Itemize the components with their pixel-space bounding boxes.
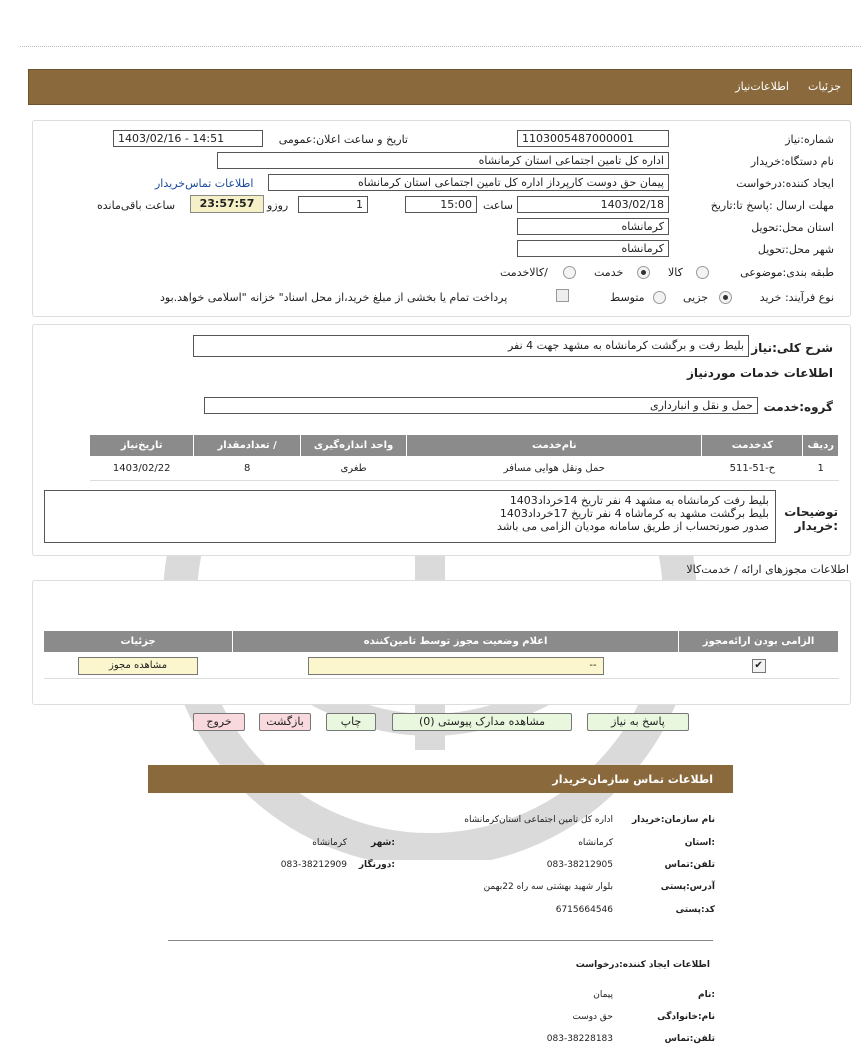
permits-title: اطلاعات مجوزهای ارائه / خدمت‌کالا (686, 563, 849, 576)
contact-postal-value: 6715664546 (555, 905, 613, 915)
col-service-code: کدخدمت (702, 435, 803, 457)
category-label: طبقه بندی:موضوعی (740, 266, 834, 279)
process-partial-radio[interactable] (719, 291, 732, 304)
cell-service-name: حمل ونقل هوایی مسافر (407, 457, 702, 481)
remaining-time-label: ساعت باقی‌مانده (97, 199, 176, 212)
category-service-radio[interactable] (637, 266, 650, 279)
cell-permit-status (233, 653, 679, 679)
contact-org-label: نام سازمان:خریدار (631, 815, 715, 825)
contact-postal-label: کد:پستی (675, 905, 715, 915)
creator-field: پیمان حق دوست کارپرداز اداره کل تامین اجتماعی استان کرمانشاه (268, 174, 669, 191)
service-group-label: گروه:خدمت (763, 400, 833, 414)
view-permit-button[interactable]: مشاهده مجوز (78, 657, 198, 675)
process-partial-label: جزیی (683, 291, 709, 304)
back-button[interactable]: بازگشت (259, 713, 311, 731)
contact-fax-value: 083-38212909 (280, 860, 347, 870)
creator-phone-label: تلفن:تماس (664, 1034, 715, 1044)
treasury-payment-note: پرداخت تمام یا بخشی از مبلغ خرید،از محل اسناد" خزانه "اسلامی خواهد.بود (160, 291, 508, 304)
col-quantity: / تعدادمقدار (194, 435, 300, 457)
contact-fax-label: :دورنگار (358, 860, 395, 870)
col-permit-status: اعلام وضعیت مجوز توسط تامین‌کننده (233, 631, 679, 653)
contact-divider (168, 940, 713, 941)
permits-table (43, 630, 839, 679)
buyer-note-line-3: صدور صورتحساب از طریق سامانه مودیان الزامی می باشد (497, 520, 769, 533)
buyer-contact-link[interactable]: اطلاعات تماس‌خریدار (155, 177, 254, 190)
summary-label: شرح کلی:نیاز (751, 341, 833, 355)
creator-family-label: نام:خانوادگی (657, 1012, 715, 1022)
cell-row: 1 (803, 457, 839, 481)
contact-address-value: بلوار شهید بهشتی سه راه 22بهمن (483, 882, 613, 892)
exit-button[interactable]: خروج (193, 713, 245, 731)
cell-service-code: ح-51-511 (702, 457, 803, 481)
cell-permit-required (679, 653, 839, 679)
contact-city-value: کرمانشاه (312, 838, 347, 848)
buyer-org-label: نام دستگاه:خریدار (750, 155, 834, 168)
col-row: ردیف (803, 435, 839, 457)
deadline-date-field: 1403/02/18 (517, 196, 669, 213)
col-need-date: تاریخ‌نیاز (90, 435, 194, 457)
creator-label: ایجاد کننده:درخواست (736, 177, 834, 190)
cell-quantity: 8 (194, 457, 300, 481)
col-permit-details: جزئیات (44, 631, 233, 653)
creator-family-value: حق دوست (572, 1012, 613, 1022)
creator-name-value: پیمان (593, 990, 613, 1000)
cell-need-date: 1403/02/22 (90, 457, 194, 481)
delivery-city-label: شهر محل:تحویل (757, 243, 834, 256)
permits-table-header (44, 631, 839, 653)
announce-date-label: تاریخ و ساعت اعلان:عمومی (278, 133, 408, 146)
delivery-province-label: استان محل:تحویل (751, 221, 834, 234)
deadline-label: مهلت ارسال :پاسخ تا:تاریخ (710, 199, 834, 212)
need-info-panel (32, 120, 851, 317)
service-group-field: حمل و نقل و انبارداری (204, 397, 758, 414)
creator-phone-value: 083-38228183 (546, 1034, 613, 1044)
tab-details[interactable]: جزئیات (808, 80, 841, 93)
contact-city-label: :شهر (371, 838, 395, 848)
services-section-title: اطلاعات خدمات موردنیاز (686, 366, 833, 380)
table-row (44, 653, 839, 679)
buyer-contact-header (148, 765, 733, 793)
permit-required-checkbox[interactable]: ✔ (752, 659, 766, 673)
contact-org-value: اداره کل تامین اجتماعی استان‌کرمانشاه (464, 815, 613, 825)
table-row (90, 457, 839, 481)
creator-name-label: :نام (698, 990, 715, 1000)
contact-address-label: آدرس:پستی (660, 882, 715, 892)
days-field: 1 (298, 196, 368, 213)
category-goods-service-radio[interactable] (563, 266, 576, 279)
days-label: روزو (267, 199, 289, 212)
summary-field: بلیط رفت و برگشت کرمانشاه به مشهد جهت 4 نفر (193, 335, 749, 357)
col-service-name: نام‌خدمت (407, 435, 702, 457)
contact-phone-label: تلفن:تماس (664, 860, 715, 870)
process-medium-label: متوسط (610, 291, 645, 304)
delivery-province-field: کرمانشاه (517, 218, 669, 235)
process-medium-radio[interactable] (653, 291, 666, 304)
col-unit: واحد اندازه‌گیری (300, 435, 406, 457)
deadline-time-field: 15:00 (405, 196, 477, 213)
buyer-contact-title: اطلاعات تماس سازمان‌خریدار (552, 773, 713, 786)
category-service-label: خدمت (594, 266, 624, 279)
reply-to-need-button[interactable]: پاسخ به نیاز (587, 713, 689, 731)
contact-phone-value: 083-38212905 (546, 860, 613, 870)
process-type-label: نوع فرآیند: خرید (759, 291, 834, 304)
tab-need-info[interactable]: اطلاعات‌نیاز (735, 80, 789, 93)
top-divider (20, 46, 861, 47)
announce-date-field: 1403/02/16 - 14:51 (113, 130, 263, 147)
view-attachments-button[interactable]: مشاهده مدارک پیوستی (0) (392, 713, 572, 731)
category-goods-radio[interactable] (696, 266, 709, 279)
creator-section-title: اطلاعات ایجاد کننده:درخواست (575, 960, 710, 970)
contact-province-value: کرمانشاه (578, 838, 613, 848)
delivery-city-field: کرمانشاه (517, 240, 669, 257)
buyer-notes-label: توضیحات :خریدار (784, 505, 838, 533)
cell-unit: طغری (300, 457, 406, 481)
deadline-time-label: ساعت (483, 199, 513, 212)
buyer-notes-box (44, 490, 776, 543)
print-button[interactable]: چاپ (326, 713, 376, 731)
need-number-label: شماره:نیاز (785, 133, 834, 146)
category-goods-label: کالا (668, 266, 683, 279)
contact-province-label: :استان (684, 838, 715, 848)
category-goods-service-label: /کالاخدمت (500, 266, 548, 279)
need-number-field: 1103005487000001 (517, 130, 669, 147)
treasury-payment-checkbox[interactable] (556, 289, 569, 302)
services-table-header (90, 435, 839, 457)
permit-status-field[interactable]: -- (308, 657, 604, 675)
page-header (28, 69, 852, 105)
buyer-org-field: اداره کل تامین اجتماعی استان کرمانشاه (217, 152, 669, 169)
remaining-time-counter: 23:57:57 (190, 195, 264, 213)
col-permit-required: الزامی بودن ارائه‌مجوز (679, 631, 839, 653)
cell-permit-details (44, 653, 233, 679)
buyer-note-line-1: بلیط رفت کرمانشاه به مشهد 4 نفر تاریخ 14خرداد1403 (509, 494, 769, 507)
buyer-note-line-2: بلیط برگشت مشهد به کرماشاه 4 نفر تاریخ 17خرداد1403 (499, 507, 769, 520)
services-table (89, 434, 839, 481)
